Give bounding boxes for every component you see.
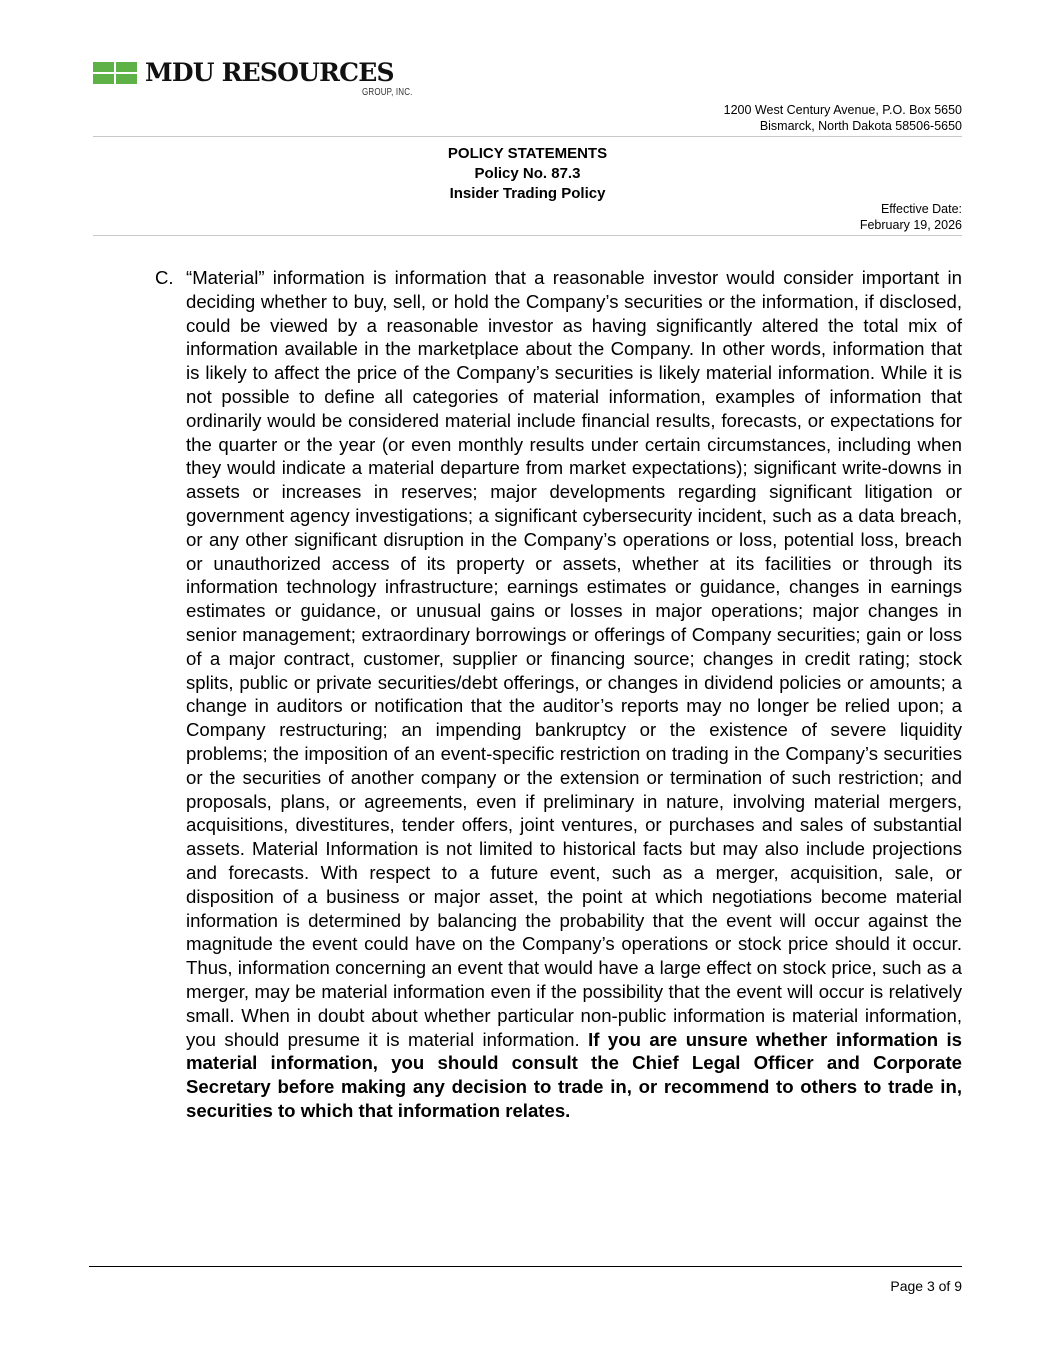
policy-heading — [93, 144, 962, 204]
header-bottom-divider — [93, 235, 962, 236]
address-line: 1200 West Century Avenue, P.O. Box 5650 — [723, 103, 962, 117]
paragraph-bold-text: If you are unsure whether information is material information, you should consult the Chief Legal Officer and Corporate Secretary before making any decision to trade in, or recommend to others to trade in, securities to which that information relates. — [186, 1028, 963, 1121]
logo-bar — [93, 62, 114, 72]
effective-date-label: Effective Date: — [880, 202, 962, 216]
policy-number: Policy No. 87.3 — [474, 165, 581, 182]
effective-date-block — [860, 202, 962, 233]
logo-mark-icon — [93, 62, 141, 86]
section-title: POLICY STATEMENTS — [447, 145, 608, 162]
list-item-paragraph — [186, 266, 962, 1123]
header-divider — [93, 136, 962, 137]
logo-bar — [116, 62, 137, 72]
logo-bar — [116, 74, 137, 84]
footer-divider — [89, 1266, 962, 1267]
page-number: Page 3 of 9 — [890, 1278, 962, 1294]
list-item-marker: C. — [155, 267, 174, 288]
address-line: Bismarck, North Dakota 58506-5650 — [759, 118, 962, 133]
logo-subtitle: GROUP, INC. — [362, 87, 413, 98]
policy-name: Insider Trading Policy — [449, 185, 606, 202]
effective-date: February 19, 2026 — [859, 217, 962, 232]
logo-bar — [93, 74, 114, 84]
company-logo — [93, 58, 423, 104]
paragraph-text: “Material” information is information that a reasonable investor would consider important in deciding whether to buy, sell, or hold the Company’s securities or the information, if disclosed, could be viewed by a reasonable investor as having significantly altered the total mix of information available in the marketplace about the Company. In other words, information that is likely to affect the price of the Company’s securities is likely material information. While it is not possible to define all categories of material information, examples of information that ordinarily would be considered material include financial results, forecasts, or expectations for the quarter or the year (or even monthly results under certain circumstances, including when they would indicate a material departure from market expectations); significant write-downs in assets or increases in reserves; major developments regarding significant litigation or government agency investigations; a significant cybersecurity incident, such as a data breach, or any other significant disruption in the Company’s operations or loss, potential loss, breach or unauthorized access of its property or assets, whether at its facilities or through its information technology infrastructure; earnings estimates or guidance, changes in earnings estimates or guidance, or unusual gains or losses in major operations; major changes in senior management; extraordinary borrowings or offerings of Company securities; gain or loss of a major contract, customer, supplier or financing source; changes in credit rating; stock splits, public or private securities/debt offerings, or changes in dividend policies or amounts; a change in auditors or notification that the auditor’s reports may no longer be relied upon; a Company restructuring; an impending bankruptcy or the existence of severe liquidity problems; the imposition of an event-specific restriction on trading in the Company’s securities or the securities of another company or the extension or termination of such restriction; and proposals, plans, or agreements, even if preliminary in nature, involving material mergers, acquisitions, divestitures, tender offers, joint ventures, or purchases and sales of substantial assets. Material Information is not limited to historical facts but may also include projections and forecasts. With respect to a future event, such as a merger, acquisition, sale, or disposition of a business or major asset, the point at which negotiations become material information is determined by balancing the probability that the event will occur against the magnitude the event could have on the Company’s operations or stock price should it occur. Thus, information concerning an event that would have a large effect on stock price, such as a merger, may be material information even if the possibility that the event will occur is relatively small. When in doubt about whether particular non-public information is material information, you should presume it is material information. — [186, 267, 962, 1050]
company-address — [724, 103, 962, 134]
logo-wordmark: MDU RESOURCES — [145, 58, 394, 87]
